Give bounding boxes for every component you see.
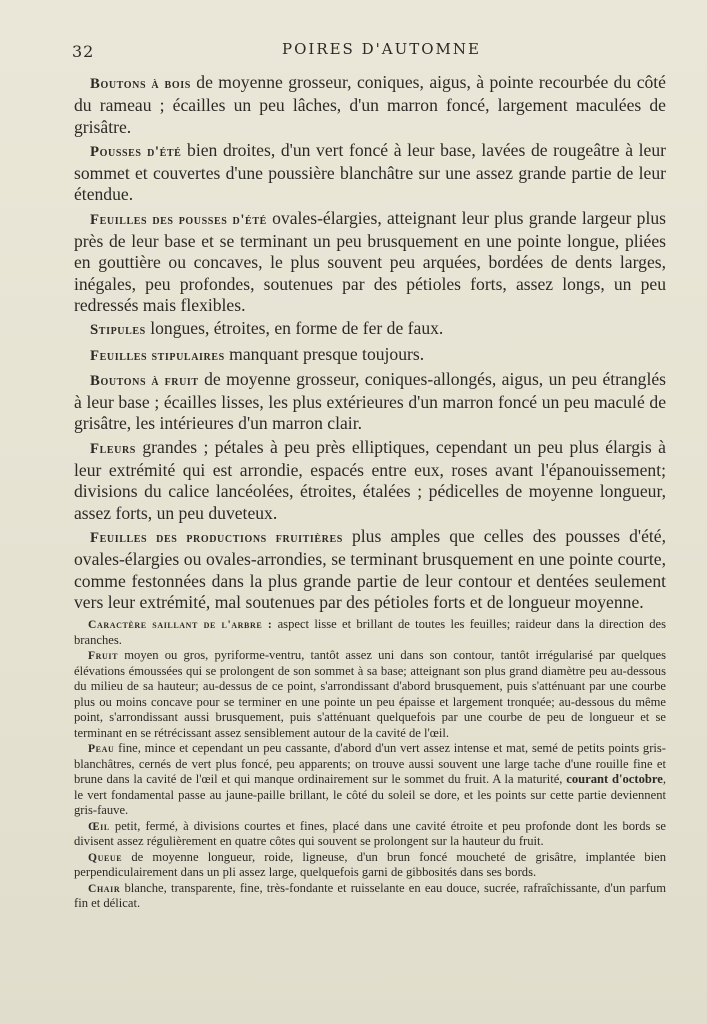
term: Feuilles des productions fruitières [90, 529, 343, 546]
page-header [72, 40, 672, 64]
body-text [74, 72, 666, 912]
paragraph [74, 369, 666, 435]
term: Pousses d'été [90, 143, 182, 160]
term: Œil [88, 819, 110, 833]
description: grandes ; pétales à peu près elliptiques, cependant un peu plus élargis à leur extrémité qui est arrondie, espacés entre eux, roses avant l'épanouissement; divisions du calice lancéolées, étroites, étalées ; pédicelles de moyenne longueur, assez forts, un peu duveteux. [74, 436, 666, 523]
paragraph [74, 208, 666, 316]
description: longues, étroites, en forme de fer de faux. [145, 318, 444, 339]
term: Queue [88, 850, 123, 864]
description: fine, mince et cependant un peu cassante, d'abord d'un vert assez intense et mat, semé de petits points gris-blanchâtres, cernés de vert plus foncé, peu apparents; on trouve aussi souvent une large tache d'une rouille fine et brune dans la cavité de l'œil et qui manque ordinairement sur le sommet du fruit. A la maturité, [74, 741, 666, 787]
term: Fruit [88, 649, 119, 663]
description: de moyenne grosseur, coniques-allongés, aigus, un peu étranglés à leur base ; écailles lisses, les plus extérieures d'un marron foncé un peu maculé de grisâtre, les intérieures d'un marron clair. [74, 368, 666, 434]
description: aspect lisse et brillant de toutes les feuilles; raideur dans la direction des branches. [74, 617, 666, 647]
paragraph [74, 741, 666, 819]
paragraph [74, 140, 666, 206]
term: Caractère saillant de l'arbre : [88, 618, 273, 632]
description: petit, fermé, à divisions courtes et fines, placé dans une cavité étroite et peu profonde dont les bords se divisent assez régulièrement en quatre côtes qui souvent se prolongent sur la hauteur du fruit. [74, 818, 666, 849]
description: de moyenne longueur, roide, ligneuse, d'un brun foncé moucheté de grisâtre, implantée bien perpendiculairement dans un pli assez large, quelquefois garni de gibbosités dans ses bords. [74, 849, 666, 880]
paragraph [74, 437, 666, 524]
paragraph [74, 526, 666, 613]
description: ovales-élargies, atteignant leur plus grande largeur plus près de leur base et se terminant un peu brusquement en une pointe longue, pliées en gouttière ou concaves, le plus souvent peu arquées, bordées de dents larges, inégales, peu profondes, soutenues par des pétioles forts, assez longs, un peu redressés mais flexibles. [74, 207, 666, 315]
term: Peau [88, 742, 115, 756]
description: , le vert fondamental passe au jaune-paille brillant, le côté du soleil se dore, et les points sur cette partie deviennent gris-fauve. [74, 772, 666, 818]
description: bien droites, d'un vert foncé à leur base, lavées de rougeâtre à leur sommet et couvertes d'une poussière blanchâtre sur une assez grande partie de leur étendue. [74, 139, 666, 205]
term: Boutons à fruit [90, 372, 199, 389]
term: Boutons à bois [90, 76, 191, 92]
description: moyen ou gros, pyriforme-ventru, tantôt assez uni dans son contour, tantôt irrégularisé par quelques élévations émoussées qui se prolongent de son sommet à sa base; atteignant son plus grand diamètre peu au-dessous du milieu de sa hauteur; au-dessus de ce point, s'arrondissant d'abord brusquement, puis s'atténuant par une courbe plus ou moins concave pour se terminer en une pointe un peu épaisse et largement tronquée; au-dessous du même point, s'arrondissant aussi brusquement, puis s'atténuant quelquefois par une courbe de peu de longueur et se terminant en se rétrécissant assez sensiblement autour de la cavité de l'œil. [74, 648, 666, 740]
paragraph [74, 318, 666, 341]
paragraph [74, 881, 666, 912]
term: Feuilles des pousses d'été [90, 211, 267, 228]
ripening-date: courant d'octobre [566, 772, 663, 787]
paragraph [74, 344, 666, 367]
paragraph [74, 819, 666, 850]
paragraph [74, 617, 666, 648]
term: Stipules [90, 322, 146, 339]
paragraph [74, 72, 666, 138]
running-title: POIRES D'AUTOMNE [282, 40, 481, 58]
paragraph [74, 850, 666, 881]
description: plus amples que celles des pousses d'été, ovales-élargies ou ovales-arrondies, se terminant brusquement en une pointe courte, comme festonnées dans la plus grande partie de leur contour et dentées seulement vers leur extrémité, mal soutenues par des pétioles forts et de longueur moyenne. [74, 525, 666, 612]
large-text-block [74, 72, 666, 613]
small-text-block [74, 617, 666, 912]
paragraph [74, 648, 666, 741]
description: blanche, transparente, fine, très-fondante et ruisselante en eau douce, sucrée, rafraîchissante, d'un parfum fin et délicat. [74, 880, 666, 911]
term: Feuilles stipulaires [90, 347, 225, 364]
description: de moyenne grosseur, coniques, aigus, à pointe recourbée du côté du rameau ; écailles un peu lâches, d'un marron foncé, largement maculées de grisâtre. [74, 72, 666, 137]
page-number: 32 [72, 42, 95, 61]
description: manquant presque toujours. [224, 343, 425, 364]
term: Fleurs [90, 440, 136, 457]
term: Chair [88, 881, 121, 895]
